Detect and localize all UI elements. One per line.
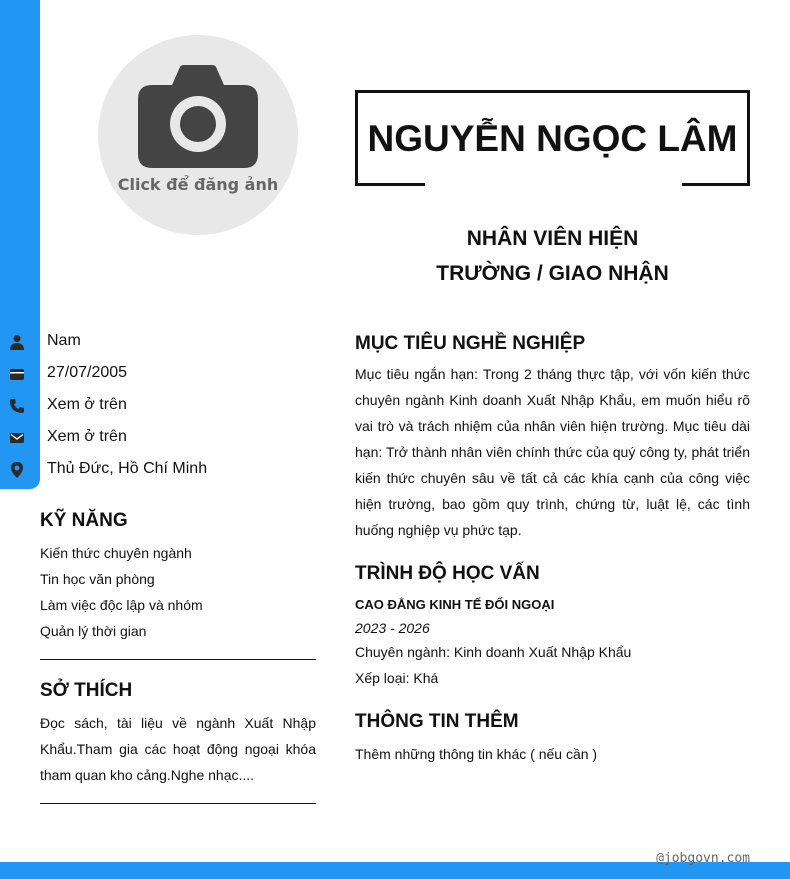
hobbies-title: SỞ THÍCH — [40, 680, 133, 701]
birthday-value: 27/07/2005 — [47, 364, 128, 381]
study-years[interactable]: 2023 - 2026 — [355, 620, 430, 636]
camera-icon — [138, 65, 258, 170]
full-name[interactable]: NGUYỄN NGỌC LÂM — [367, 118, 738, 159]
job-title[interactable] — [355, 221, 750, 291]
extra-info-title: THÔNG TIN THÊM — [355, 711, 519, 732]
hobbies-text[interactable]: Đọc sách, tài liệu về ngành Xuất Nhập Khẩu.Tham gia các hoạt động ngoại khóa tham quan kho cảng.Nghe nhạc.... — [40, 715, 316, 783]
skill-item[interactable]: Kiến thức chuyên ngành — [40, 545, 192, 561]
grade[interactable]: Xếp loại: Khá — [355, 670, 439, 686]
mail-icon — [9, 430, 25, 446]
contact-phone[interactable] — [0, 390, 330, 422]
skills-title: KỸ NĂNG — [40, 510, 128, 531]
divider — [40, 803, 316, 804]
person-icon — [9, 334, 25, 350]
job-title-line-2: TRƯỜNG / GIAO NHẬN — [436, 262, 669, 285]
education-title: TRÌNH ĐỘ HỌC VẤN — [355, 563, 540, 584]
email-value: Xem ở trên — [47, 428, 127, 445]
contact-birthday[interactable] — [0, 358, 330, 390]
job-title-line-1: NHÂN VIÊN HIỆN — [466, 227, 639, 250]
skill-item[interactable]: Làm việc độc lập và nhóm — [40, 597, 203, 613]
contact-email[interactable] — [0, 422, 330, 454]
skill-item[interactable]: Quản lý thời gian — [40, 623, 147, 639]
photo-upload[interactable] — [98, 35, 298, 235]
objective-title: MỤC TIÊU NGHỀ NGHIỆP — [355, 333, 586, 354]
address-value: Thủ Đức, Hồ Chí Minh — [47, 460, 208, 477]
objective-text[interactable]: Mục tiêu ngắn hạn: Trong 2 tháng thực tập, với vốn kiến thức chuyên ngành Kinh doanh Xuất Nhập Khẩu, em muốn hiểu rõ vai trò và trách nhiệm của nhân viên hiện trường. Mục tiêu dài hạn: Trở thành nhân viên chính thức của quý công ty, phát triển kiến thức chuyên sâu về tất cả các khía cạnh của công việc hiện trường, bao gồm quy trình, chứng từ, luật lệ, các tình huống nghiệp vụ phức tạp. — [355, 366, 750, 538]
phone-value: Xem ở trên — [47, 396, 127, 413]
contact-address[interactable] — [0, 454, 330, 486]
calendar-icon — [9, 366, 25, 382]
gender-value: Nam — [47, 332, 81, 349]
divider — [40, 659, 316, 660]
skill-item[interactable]: Tin học văn phòng — [40, 571, 155, 587]
major[interactable]: Chuyên ngành: Kinh doanh Xuất Nhập Khẩu — [355, 644, 632, 660]
school-name[interactable]: CAO ĐẲNG KINH TẾ ĐỐI NGOẠI — [355, 597, 555, 612]
watermark: @jobgovn.com — [656, 851, 750, 866]
phone-icon — [9, 398, 25, 414]
photo-upload-caption: Click để đăng ảnh — [117, 175, 279, 194]
location-pin-icon — [9, 462, 25, 478]
extra-info-text[interactable]: Thêm những thông tin khác ( nếu cần ) — [355, 746, 598, 762]
contact-gender[interactable] — [0, 326, 330, 358]
